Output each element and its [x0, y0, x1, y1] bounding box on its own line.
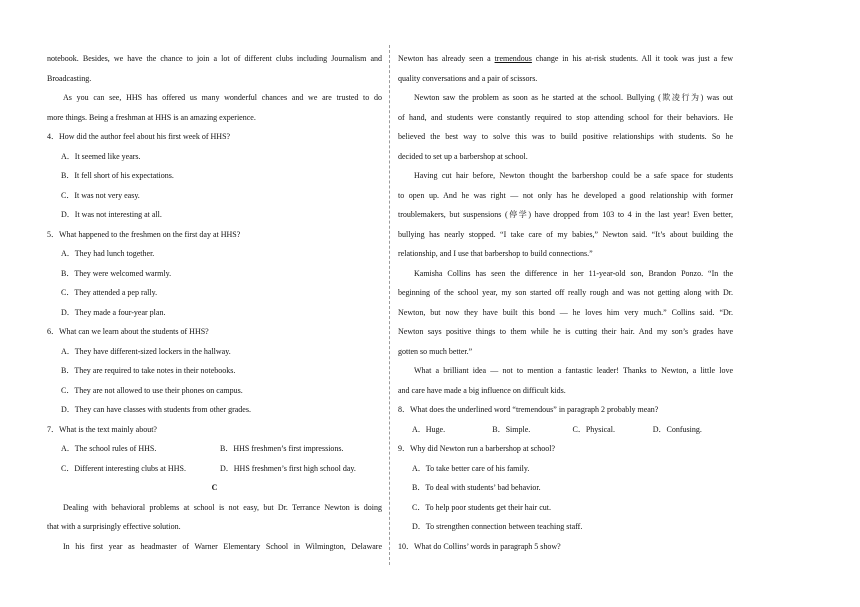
passage-line: Dealing with behavioral problems at school is not easy, but Dr. Terrance Newton is doing [63, 502, 382, 512]
option-4b: B．It fell short of his expectations. [61, 171, 174, 180]
passage-line: and care have made a big influence on difficult kids. [398, 385, 566, 395]
option-7b: B．HHS freshmen’s first impressions. [220, 444, 344, 453]
passage-line: gotten so much better.” [398, 346, 473, 356]
passage-line: Having cut hair before, Newton thought the barbershop could be a safe space for students [414, 171, 733, 180]
option-9a: A．To take better care of his family. [412, 463, 530, 473]
passage-line: believed the best way to solve this was to build positive relationships with students. So he [398, 132, 733, 141]
option-6c: C．They are not allowed to use their phones on campus. [61, 385, 243, 395]
option-4c: C．It was not very easy. [61, 190, 140, 200]
option-6d: D．They can have classes with students from other grades. [61, 405, 251, 414]
question-5: 5．What happened to the freshmen on the first day at HHS? [47, 229, 241, 239]
option-9d: D．To strengthen connection between teaching staff. [412, 522, 583, 531]
passage-line: What a brilliant idea — not to mention a fantastic leader! Thanks to Newton, a little love [414, 366, 733, 375]
option-5b: B．They were welcomed warmly. [61, 268, 172, 278]
passage-text: change in his at-risk students. All it took was just a few [531, 54, 733, 63]
passage-text: Newton has already seen a [398, 54, 495, 63]
passage-line: decided to set up a barbershop at school. [398, 151, 528, 161]
passage-line: bullying has nearly stopped. “I take care of my babies,” Newton said. “It’s about building the [398, 229, 733, 239]
option-5a: A．They had lunch together. [61, 249, 155, 258]
passage-line [398, 49, 733, 69]
passage-line: quality conversations and a pair of scissors. [398, 73, 538, 83]
right-column [398, 49, 733, 556]
option-row-7cd [47, 459, 382, 479]
passage-line: Kamisha Collins has seen the difference in her 11-year-old son, Brandon Ponzo. “In the [414, 268, 733, 278]
underlined-word-tremendous: tremendous [494, 54, 532, 63]
option-4d: D．It was not interesting at all. [61, 210, 162, 219]
option-row-7ab [47, 439, 382, 459]
question-10: 10．What do Collins’ words in paragraph 5 show? [398, 541, 561, 551]
passage-line: Newton says positive things to them while he is cutting their hair. And my son’s grades have [398, 327, 733, 336]
passage-line: As you can see, HHS has offered us many wonderful chances and we are trusted to do [63, 93, 382, 102]
passage-line: Newton saw the problem as soon as he started at the school. Bullying (欺凌行为) was out [414, 93, 733, 102]
option-row-8 [398, 420, 733, 440]
option-7c: C．Different interesting clubs at HHS. [61, 463, 186, 473]
option-6b: B．They are required to take notes in their notebooks. [61, 366, 236, 375]
option-4a: A．It seemed like years. [61, 151, 141, 161]
question-7: 7．What is the text mainly about? [47, 424, 157, 434]
question-9: 9．Why did Newton run a barbershop at school? [398, 444, 556, 453]
question-8: 8．What does the underlined word “tremendous” in paragraph 2 probably mean? [398, 405, 659, 414]
option-9b: B．To deal with students’ bad behavior. [412, 483, 541, 492]
passage-line: notebook. Besides, we have the chance to join a lot of different clubs including Journalism and [47, 54, 382, 63]
passage-line: of hand, and students were constantly required to stop attending school for their behaviors. He [398, 112, 733, 122]
option-7d: D．HHS freshmen’s first high school day. [220, 463, 356, 473]
passage-line: that with a surprisingly effective solution. [47, 522, 181, 531]
option-8a: A．Huge. [412, 424, 446, 434]
passage-line: Newton, but now they have built this bond — he loves him very much.” Collins said. “Dr. [398, 307, 733, 317]
passage-line: relationship, and I use that barbershop to build connections.” [398, 249, 593, 258]
option-8d: D．Confusing. [652, 424, 702, 434]
left-column [47, 49, 382, 556]
passage-line: In his first year as headmaster of Warner Elementary School in Wilmington, Delaware [63, 541, 382, 551]
option-5c: C．They attended a pep rally. [61, 288, 158, 297]
passage-line: troublemakers, but suspensions (停学) have dropped from 103 to 4 in the last year! Even better, [398, 210, 733, 219]
section-heading-c: C [211, 483, 218, 492]
option-7a: A．The school rules of HHS. [61, 444, 157, 453]
passage-line: Broadcasting. [47, 73, 92, 83]
option-9c: C．To help poor students get their hair cut. [412, 502, 551, 512]
option-8b: B．Simple. [492, 424, 531, 434]
option-5d: D．They made a four-year plan. [61, 307, 166, 317]
passage-line: beginning of the school year, my son started off really rough and was not getting along with Dr. [398, 288, 733, 297]
column-divider [389, 45, 390, 565]
option-8c: C．Physical. [572, 424, 615, 434]
passage-line: to open up. And he was right — not only has he developed a good relationship with former [398, 190, 733, 200]
question-4: 4．How did the author feel about his first week of HHS? [47, 132, 231, 141]
question-6: 6．What can we learn about the students of HHS? [47, 327, 209, 336]
option-6a: A．They have different-sized lockers in the hallway. [61, 346, 231, 356]
passage-line: more things. Being a freshman at HHS is an amazing experience. [47, 112, 256, 122]
